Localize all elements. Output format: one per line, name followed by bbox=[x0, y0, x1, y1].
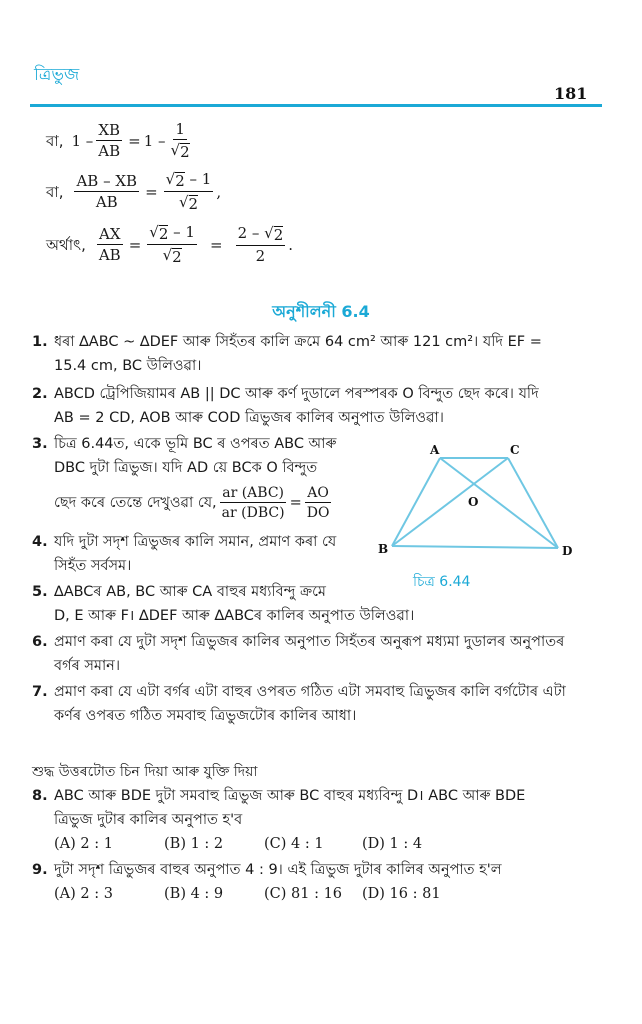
fraction bbox=[305, 486, 332, 520]
sqrt-symbol: √ 2 bbox=[149, 223, 169, 243]
punctuation: , bbox=[216, 182, 222, 201]
mcq-options bbox=[32, 832, 612, 856]
segment-AB bbox=[392, 458, 440, 546]
instruction-text: শুদ্ধ উত্তৰটোত চিন দিয়া আৰু যুক্তি দিয়া bbox=[32, 764, 258, 780]
equals-sign: = bbox=[128, 131, 141, 150]
equation-lead: অৰ্থাৎ, bbox=[46, 235, 86, 254]
item-number: 8. bbox=[32, 788, 48, 804]
exercise-item-4 bbox=[32, 530, 372, 578]
mcq-item-9 bbox=[32, 858, 612, 906]
exercise-item-7 bbox=[32, 680, 612, 728]
item-number: 1. bbox=[32, 334, 48, 350]
item-text: চিত্ৰ 6.44ত, একে ভূমি BC ৰ ওপৰত ABC আৰু bbox=[54, 436, 337, 452]
fraction bbox=[97, 227, 123, 263]
punctuation: . bbox=[288, 235, 294, 254]
item-text: প্ৰমাণ কৰা যে এটা বৰ্গৰ এটা বাহুৰ ওপৰত গঠিত এটা সমবাহু ত্ৰিভুজৰ কালি বৰ্গটোৰ এটা bbox=[54, 684, 566, 700]
label-O: O bbox=[468, 495, 479, 509]
item-text: DBC দুটা ত্ৰিভুজ। যদি AD য়ে BCক O বিন্দুত bbox=[54, 460, 318, 476]
item-text: বৰ্গৰ সমান। bbox=[54, 658, 121, 674]
item-text: সিহঁত সৰ্বসম। bbox=[54, 558, 132, 574]
denominator bbox=[161, 245, 184, 265]
item-text: কৰ্ণৰ ওপৰত গঠিত সমবাহু ত্ৰিভুজটোৰ কালিৰ আধা। bbox=[54, 708, 357, 724]
segment-CD bbox=[508, 458, 558, 548]
equation-line-2 bbox=[46, 172, 221, 212]
segment-BC bbox=[392, 458, 508, 546]
numerator: √ 2 – 1 bbox=[165, 170, 212, 190]
equals-sign: = bbox=[209, 235, 223, 254]
item-number: 5. bbox=[32, 584, 48, 600]
segment-BD bbox=[392, 546, 558, 548]
sqrt-symbol: √ 2 bbox=[170, 141, 190, 161]
item-number: 4. bbox=[32, 534, 48, 550]
equation-line-3 bbox=[46, 225, 293, 265]
option-c[interactable]: (C) 81 : 16 bbox=[264, 886, 343, 902]
label-C: C bbox=[510, 443, 520, 457]
figure-caption: চিত্ৰ 6.44 bbox=[413, 574, 471, 590]
item-text: ABC আৰু BDE দুটা সমবাহু ত্ৰিভুজ আৰু BC বাহুৰ মধ্যবিন্দু D। ABC আৰু BDE bbox=[54, 788, 526, 804]
item-number: 2. bbox=[32, 386, 48, 402]
numerator: XB bbox=[98, 121, 121, 139]
sqrt-symbol: √ 2 bbox=[165, 170, 185, 190]
item-text: যদি দুটা সদৃশ ত্ৰিভুজৰ কালি সমান, প্ৰমাণ কৰা যে bbox=[54, 534, 337, 550]
numerator: 1 bbox=[175, 120, 185, 138]
sqrt-symbol: √ 2 bbox=[264, 224, 284, 244]
denominator: AB bbox=[98, 246, 121, 264]
item-text: ABCD ট্ৰেপিজিয়ামৰ AB || DC আৰু কৰ্ণ দুডালে পৰস্পৰক O বিন্দুত ছেদ কৰে। যদি bbox=[54, 386, 539, 402]
equals-sign: = bbox=[145, 182, 158, 201]
item-text: দুটা সদৃশ ত্ৰিভুজৰ বাহুৰ অনুপাত 4 : 9। এই ত্ৰিভুজ দুটাৰ কালিৰ অনুপাত হ'ল bbox=[54, 862, 502, 878]
sqrt-symbol: √ 2 bbox=[178, 193, 199, 213]
option-d[interactable]: (D) 1 : 4 bbox=[362, 836, 423, 852]
denominator: AB bbox=[98, 142, 121, 160]
equals-sign: = bbox=[128, 235, 142, 254]
item-text: D, E আৰু F। ∆DEF আৰু ∆ABCৰ কালিৰ অনুপাত উলিওৱা। bbox=[54, 608, 415, 624]
denominator bbox=[177, 192, 200, 212]
item-text: ∆ABCৰ AB, BC আৰু CA বাহুৰ মধ্যবিন্দু ক্ৰমে bbox=[54, 584, 326, 600]
equation-line-1 bbox=[46, 122, 195, 160]
page-number: 181 bbox=[554, 84, 588, 103]
label-A: A bbox=[430, 443, 440, 457]
item-text: ত্ৰিভুজ দুটাৰ কালিৰ অনুপাত হ'ব bbox=[54, 812, 243, 828]
item-text: ধৰা ∆ABC ~ ∆DEF আৰু সিহঁতৰ কালি ক্ৰমে 64 cm² আৰু 121 cm²। যদি EF = bbox=[54, 334, 542, 350]
item-number: 7. bbox=[32, 684, 48, 700]
equation-lead: বা, bbox=[46, 131, 64, 150]
sqrt-symbol: √ 2 bbox=[162, 246, 182, 266]
equation-term: 1 – bbox=[143, 131, 166, 150]
fraction bbox=[96, 123, 122, 159]
item-text: AB = 2 CD, AOB আৰু COD ত্ৰিভুজৰ কালিৰ অনুপাত উলিওৱা। bbox=[54, 410, 444, 426]
equation-term: 1 – bbox=[71, 131, 94, 150]
fraction bbox=[169, 122, 192, 160]
mcq-options bbox=[32, 882, 612, 906]
option-d[interactable]: (D) 16 : 81 bbox=[362, 886, 441, 902]
exercise-item-5 bbox=[32, 580, 612, 628]
item-number: 9. bbox=[32, 862, 48, 878]
numerator: √ 2 – 1 bbox=[149, 223, 195, 243]
option-a[interactable]: (A) 2 : 3 bbox=[54, 886, 113, 902]
fraction bbox=[74, 174, 139, 210]
denominator bbox=[169, 140, 192, 160]
denominator: AB bbox=[95, 193, 118, 211]
equals-sign: = bbox=[289, 495, 302, 511]
numerator: AB – XB bbox=[76, 172, 138, 190]
denominator: 2 bbox=[255, 247, 266, 265]
numerator: AX bbox=[99, 225, 121, 243]
option-c[interactable]: (C) 4 : 1 bbox=[264, 836, 324, 852]
label-D: D bbox=[562, 544, 573, 558]
numerator: 2 – √ 2 bbox=[237, 224, 284, 244]
option-b[interactable]: (B) 1 : 2 bbox=[164, 836, 224, 852]
segment-AD bbox=[440, 458, 558, 548]
fraction bbox=[236, 226, 286, 264]
header-rule bbox=[30, 104, 602, 107]
exercise-item-6 bbox=[32, 630, 612, 678]
item-number: 3. bbox=[32, 436, 48, 452]
exercise-item-1 bbox=[32, 330, 612, 378]
chapter-title: ত্ৰিভুজ bbox=[34, 65, 80, 85]
item-text: প্ৰমাণ কৰা যে দুটা সদৃশ ত্ৰিভুজৰ কালিৰ অনুপাত সিহঁতৰ অনুৰূপ মধ্যমা দুডালৰ অনুপাতৰ bbox=[54, 634, 565, 650]
denominator: ar (DBC) bbox=[221, 505, 285, 521]
option-a[interactable]: (A) 2 : 1 bbox=[54, 836, 113, 852]
item-number: 6. bbox=[32, 634, 48, 650]
denominator: DO bbox=[306, 505, 330, 521]
item-text: ছেদ কৰে তেন্তে দেখুওৱা যে, bbox=[54, 495, 217, 511]
exercise-item-3 bbox=[32, 432, 372, 520]
exercise-title: অনুশীলনী 6.4 bbox=[272, 302, 370, 321]
item-text: 15.4 cm, BC উলিওৱা। bbox=[54, 358, 202, 374]
figure-trapezium bbox=[378, 440, 588, 570]
fraction bbox=[220, 486, 287, 520]
option-b[interactable]: (B) 4 : 9 bbox=[164, 886, 224, 902]
numerator: AO bbox=[307, 485, 329, 501]
fraction bbox=[164, 172, 214, 212]
numerator: ar (ABC) bbox=[222, 485, 285, 501]
label-B: B bbox=[378, 542, 389, 556]
mcq-item-8 bbox=[32, 784, 612, 856]
exercise-item-2 bbox=[32, 382, 612, 430]
equation-lead: বা, bbox=[46, 182, 64, 201]
fraction bbox=[147, 225, 197, 265]
